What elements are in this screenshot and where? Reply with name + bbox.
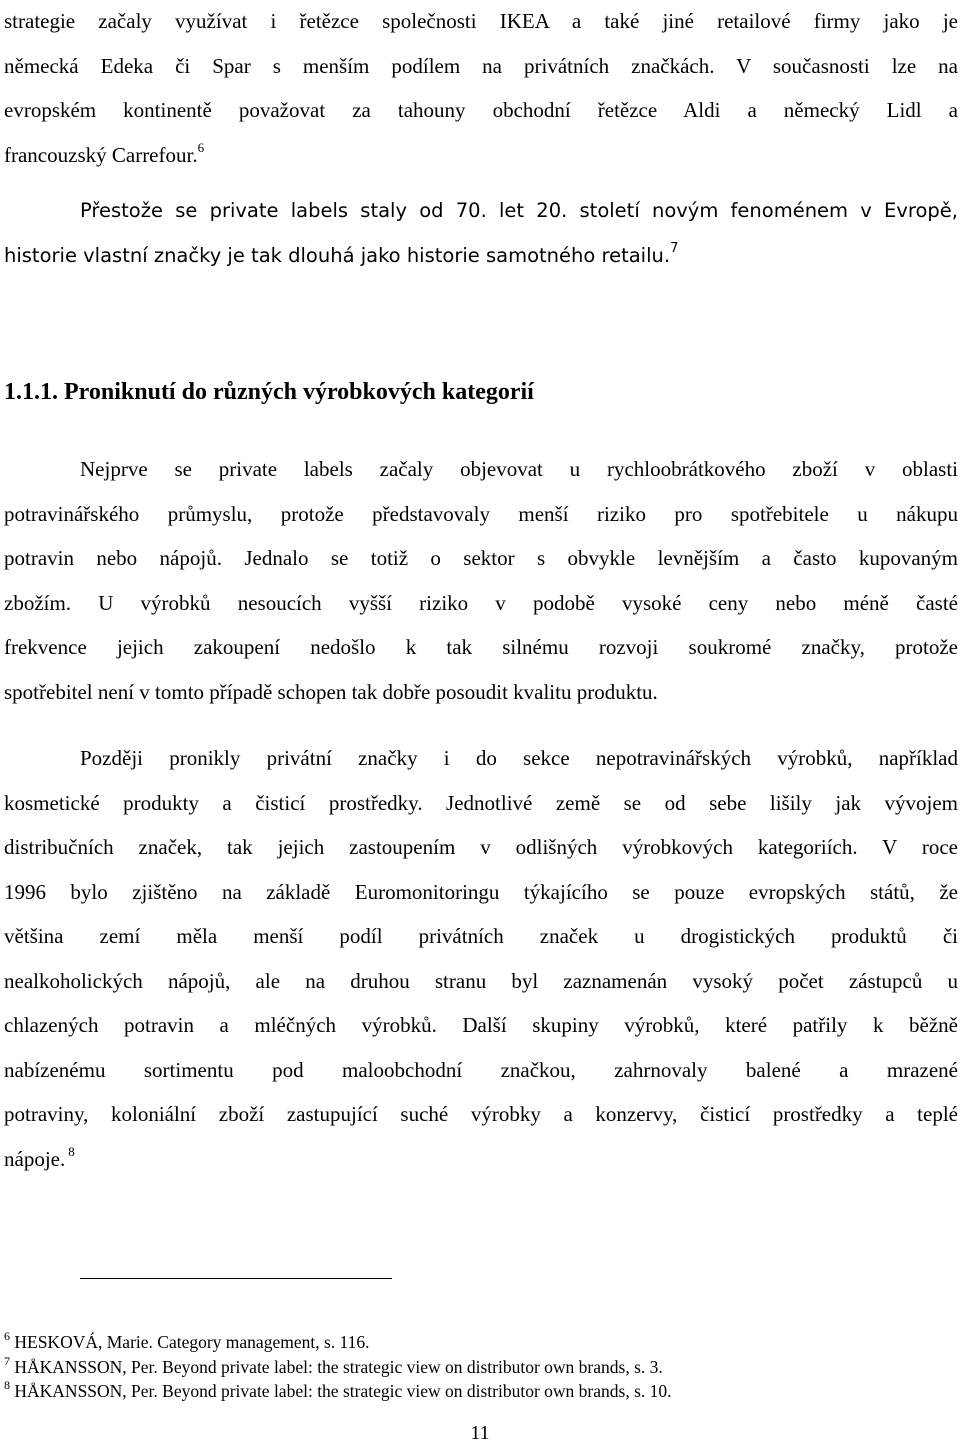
footnote-item (4, 1379, 954, 1404)
footnote-reference: 7 (670, 241, 679, 256)
footnotes (4, 1330, 954, 1404)
text-line-content: francouzský Carrefour. (4, 142, 198, 167)
footnote-text: HÅKANSSON, Per. Beyond private label: the strategic view on distributor own brands, s. 3. (14, 1356, 663, 1377)
paragraph-private-labels-history (4, 189, 958, 278)
text-line: distribučních značek, tak jejich zastoupením v odlišných výrobkových kategoriích. V roce (4, 835, 958, 859)
text-line: chlazených potravin a mléčných výrobků. Další skupiny výrobků, které patřily k běžně (4, 1013, 958, 1037)
footnote-reference: 6 (197, 139, 205, 155)
text-line (4, 736, 958, 781)
text-line-content: Nejprve se private labels začaly objevovat u rychloobrátkového zboží v oblasti (80, 457, 958, 481)
section-number: 1.1.1. (4, 379, 58, 405)
text-line: nabízenému sortimentu pod maloobchodní značkou, zahrnovaly balené a mrazené (4, 1057, 958, 1082)
text-line-content: Přestože se private labels staly od 70. let 20. století novým fenoménem v Evropě, (80, 199, 958, 222)
footnote-text: HESKOVÁ, Marie. Category management, s. 116. (14, 1332, 370, 1352)
paragraph-retail-chains (4, 0, 958, 177)
text-line: evropském kontinentě považovat za tahouny obchodní řetězce Aldi a německý Lidl a (4, 98, 958, 122)
footnote-mark: 6 (4, 1329, 10, 1344)
text-line: 1996 bylo zjištěno na základě Euromonitoringu týkajícího se pouze evropských států, že (4, 879, 958, 904)
text-line: nealkoholických nápojů, ale na druhou stranu byl zaznamenán vysoký počet zástupců u (4, 968, 958, 993)
text-line (4, 133, 958, 178)
paragraph-fmcg-categories (4, 447, 958, 714)
text-line-content: nápoje. (4, 1146, 66, 1171)
footnote-item (4, 1355, 954, 1380)
text-line: frekvence jejich zakoupení nedošlo k tak silnému rozvoji soukromé značky, protože (4, 635, 958, 659)
section-title: Proniknutí do různých výrobkových kategorií (64, 379, 534, 405)
page-number: 11 (470, 1422, 490, 1444)
text-line: potravin nebo nápojů. Jednalo se totiž o sektor s obvykle levnějším a často kupovaným (4, 546, 958, 570)
text-line: kosmetické produkty a čisticí prostředky. Jednotlivé země se od sebe lišily jak vývojem (4, 790, 958, 815)
text-line: strategie začaly využívat i řetězce společnosti IKEA a také jiné retailové firmy jako je (4, 9, 958, 33)
text-line: většina zemí měla menší podíl privátních značek u drogistických produktů či (4, 924, 958, 948)
text-line (4, 189, 958, 234)
footnote-item (4, 1330, 954, 1355)
footnote-reference: 8 (68, 1143, 75, 1159)
text-line: potravinářského průmyslu, protože představovaly menší riziko pro spotřebitele u nákupu (4, 501, 958, 526)
footnote-mark: 7 (4, 1353, 10, 1368)
footnote-text: HÅKANSSON, Per. Beyond private label: the strategic view on distributor own brands, s. 10. (14, 1381, 672, 1401)
text-line (4, 234, 958, 279)
text-line: zbožím. U výrobků nesoucích vyšší riziko v podobě vysoké ceny nebo méně časté (4, 590, 958, 615)
footnote-separator (80, 1278, 392, 1279)
text-line (4, 1137, 958, 1182)
text-line-content: historie vlastní značky je tak dlouhá jako historie samotného retailu. (4, 243, 671, 267)
footnote-mark: 8 (4, 1378, 10, 1393)
text-line (4, 447, 958, 492)
paragraph-non-food-categories (4, 736, 958, 1181)
text-line: německá Edeka či Spar s menším podílem na privátních značkách. V současnosti lze na (4, 53, 958, 78)
text-line: potraviny, koloniální zboží zastupující suché výrobky a konzervy, čisticí prostředky a teplé (4, 1102, 958, 1126)
section-heading (4, 370, 534, 414)
text-line-content: Později pronikly privátní značky i do sekce nepotravinářských výrobků, například (80, 746, 958, 770)
text-line: spotřebitel není v tomto případě schopen tak dobře posoudit kvalitu produktu. (4, 679, 658, 704)
